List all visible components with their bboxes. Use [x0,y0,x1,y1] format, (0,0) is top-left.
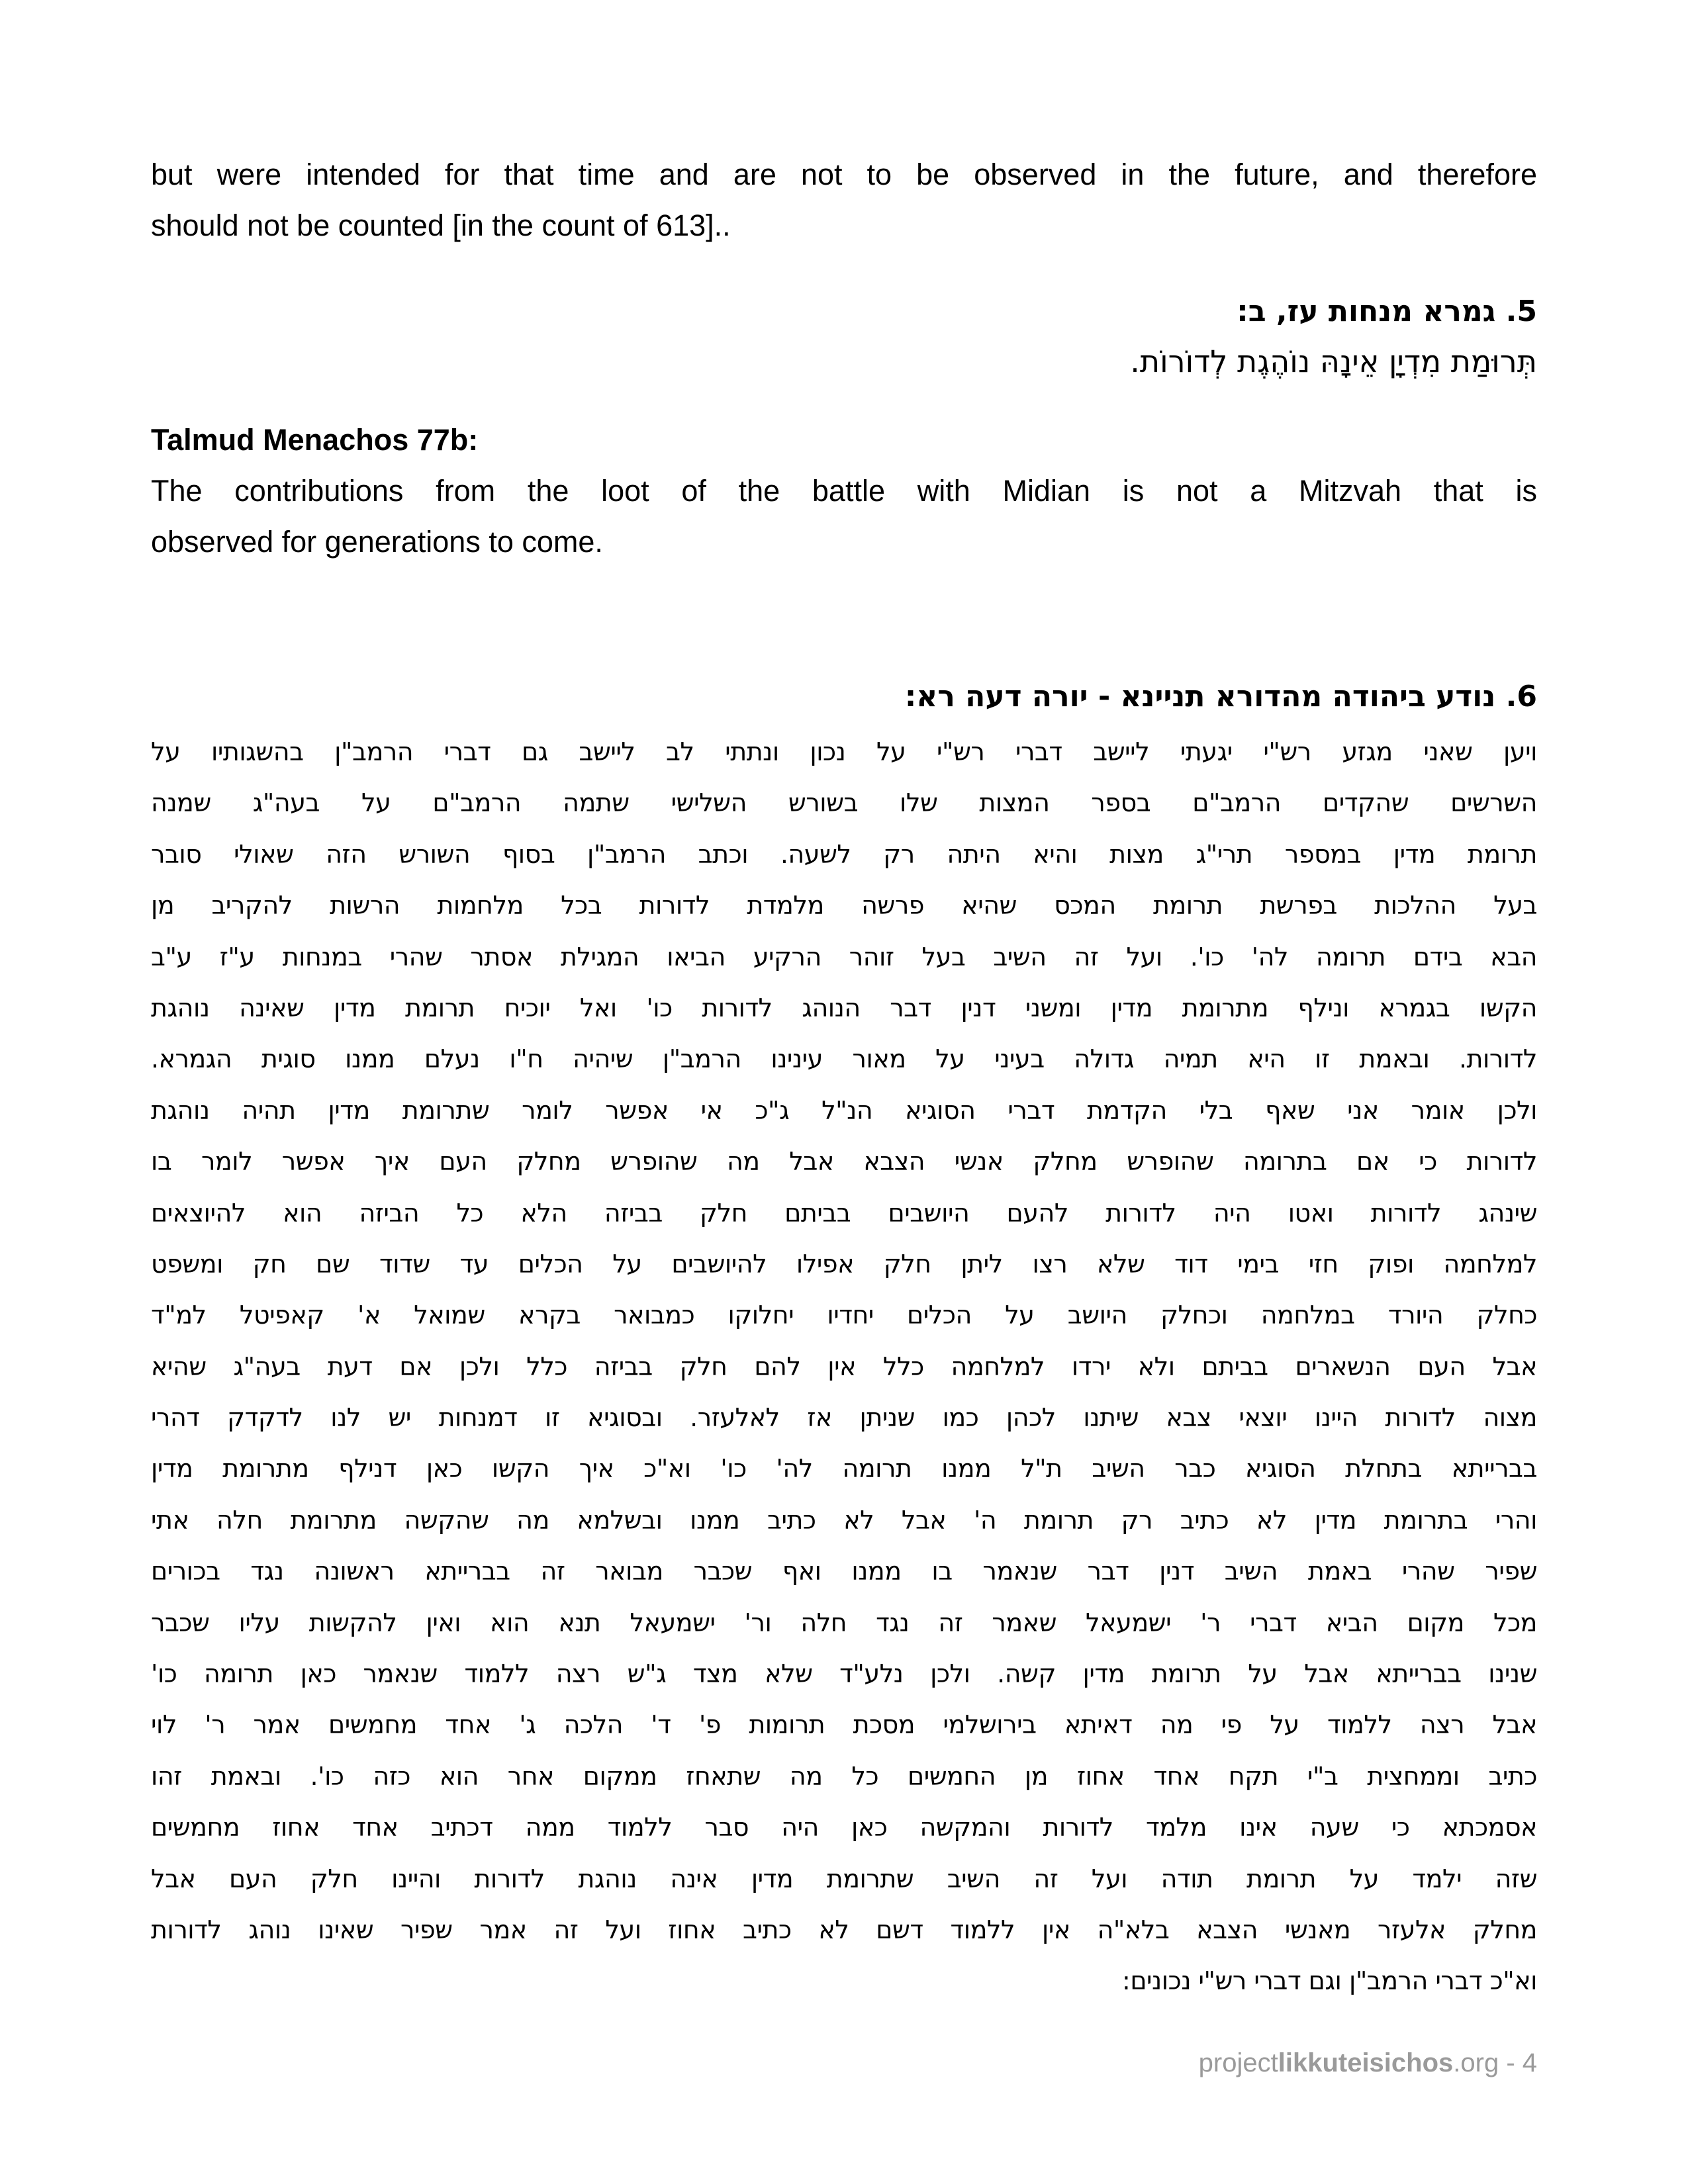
hebrew-text-line: מחלק אלעזר מאנשי הצבא בלא"ה אין ללמוד דשם לא כתיב אחוז ועל זה אמר שפיר שאינו נוהג לדורות [151,1915,1537,1944]
hebrew-text-line: הקשו בגמרא ונילף מתרומת מדין ומשני דנין דבר הנוהג לדורות כו' ואל יוכיח תרומת מדין שאינה נוהגת [151,993,1537,1023]
translation-line: observed for generations to come. [151,525,603,559]
intro-paragraph-line: should not be counted [in the count of 613].. [151,208,731,242]
hebrew-text-line: אבל רצה ללמוד על פי מה דאיתא בירושלמי מסכת תרומות פ' ד' הלכה ג' אחד מחמשים אמר ר' לוי [151,1710,1537,1740]
hebrew-text-line: בברייתא בתחלת הסוגיא כבר השיב ת"ל ממנו תרומה לה' כו' וא"כ איך הקשו כאן דנילף מתרומת מדין [151,1454,1537,1484]
hebrew-text-line: ולכן אומר אני שאף בלי הקדמת דברי הסוגיא הנ"ל ג"כ אי אפשר לומר שתרומת מדין תהיה נוהגת [151,1095,1537,1125]
footer-site-prefix: project [1198,2048,1278,2077]
hebrew-text-line: לדורות כי אם בתרומה שהופרש מחלק אנשי הצבא אבל מה שהופרש מחלק העם איך אפשר לומר בו [151,1147,1537,1177]
intro-paragraph [151,149,1537,251]
hebrew-text-line: למלחמה ופוק חזי בימי דוד שלא רצו ליתן חלק אפילו להיושבים על הכלים עד שדוד שם חק ומשפט [151,1249,1537,1279]
hebrew-text-line: אסמכתא כי שעה אינו מלמד לדורות והמקשה כאן היה סבר ללמוד ממה דכתיב אחד אחוז מחמשים [151,1813,1537,1843]
hebrew-text-line: השרשים שהקדים הרמב"ם בספר המצות שלו בשורש השלישי שתמה הרמב"ם על בעה"ג שמנה [151,788,1537,818]
hebrew-text-line: אבל העם הנשארים בביתם ולא ירדו למלחמה כלל אין להם חלק בביזה כלל ולכן אם דעת בעה"ג שהיא [151,1351,1537,1381]
hebrew-text-line: כתיב וממחצית ב"י תקח אחד אחוז מן החמשים כל מה שתאחז ממקום אחר הוא כזה כו'. ובאמת זהו [151,1761,1537,1791]
hebrew-text-line: שפיר שהרי באמת השיב דנין דבר שנאמר בו ממנו ואף שכבר מבואר זה בברייתא ראשונה נגד בכורים [151,1557,1537,1586]
footer-site-suffix: .org - 4 [1453,2048,1537,2077]
source-6-heading: 6. נודע ביהודה מהדורא תניינא - יורה דעה רא: [904,680,1537,713]
hebrew-text-line: שזה ילמד על תרומת תודה ועל זה השיב שתרומת מדין אינה נוהגת לדורות והיינו חלק העם אבל [151,1864,1537,1893]
hebrew-text-line: מכל מקום הביא דברי ר' ישמעאל שאמר זה נגד חלה ור' ישמעאל תנא הוא ואין להקשות עליו שכבר [151,1608,1537,1637]
hebrew-text-line: כחלק היורד במלחמה וכחלק היושב על הכלים יחדיו יחלוקו כמבואר בקרא שמואל א' קאפיטל למ"ד [151,1300,1537,1330]
hebrew-text-line: הבא בידם תרומה לה' כו'. ועל זה השיב בעל זוהר הרקיע הביאו המגילת אסתר שהרי במנחות ע"ז ע"ב [151,942,1537,972]
intro-paragraph-line: but were intended for that time and are not to be observed in the future, and therefore [151,158,1537,191]
talmud-translation-paragraph [151,465,1537,567]
hebrew-text-line: בעל ההלכות בפרשת תרומת המכס שהיא פרשה מלמדת לדורות בכל מלחמות הרשות להקריב מן [151,891,1537,921]
talmud-menachos-heading: Talmud Menachos 77b: [151,423,479,457]
hebrew-text-line: שנינו בברייתא אבל על תרומת מדין קשה. ולכן נלע"ד שלא מצד ג"ש רצה ללמוד שנאמר כאן תרומה כו' [151,1659,1537,1689]
hebrew-text-line: תרומת מדין במספר תרי"ג מצות והיא היתה רק לשעה. וכתב הרמב"ן בסוף השורש הזה שאולי סובר [151,839,1537,869]
page-footer [1199,2048,1537,2078]
hebrew-text-line: ויען שאני מגזע רש"י יגעתי ליישב דברי רש"י על נכון ונתתי לב ליישב גם דברי הרמב"ן בהשגותיו על [151,737,1537,766]
noda-biyehuda-text [151,727,1537,2007]
source-5-quote: תְּרוּמַת מִדְיָן אֵינָהּ נוֹהֶגֶת לְדוֹרוֹת. [1130,343,1537,379]
hebrew-text-line: והרי בתרומת מדין לא כתיב רק תרומת ה' אבל לא כתיב ממנו ובשלמא מה שהקשה מתרומת חלה אתי [151,1505,1537,1535]
hebrew-text-line: לדורות. ובאמת זו היא תמיה גדולה בעיני על מאור עינינו הרמב"ן שיהיה ח"ו נעלם ממנו סוגית הגמרא. [151,1044,1537,1074]
source-5-heading: 5. גמרא מנחות עז, ב: [1237,295,1537,328]
hebrew-text-line: וא"כ דברי הרמב"ן וגם דברי רש"י נכונים: [1122,1966,1537,1996]
footer-site-brand: likkuteisichos [1278,2048,1454,2077]
translation-line: The contributions from the loot of the battle with Midian is not a Mitzvah that is [151,474,1537,508]
hebrew-text-line: שינהג לדורות ואטו היה לדורות להעם היושבים בביתם חלק בביזה הלא כל הביזה הוא להיוצאים [151,1198,1537,1228]
hebrew-text-line: מצוה לדורות היינו יוצאי צבא שיתנו לכהן כמו שניתן אז לאלעזר. ובסוגיא זו דמנחות יש לנו לדקדק דהרי [151,1403,1537,1433]
